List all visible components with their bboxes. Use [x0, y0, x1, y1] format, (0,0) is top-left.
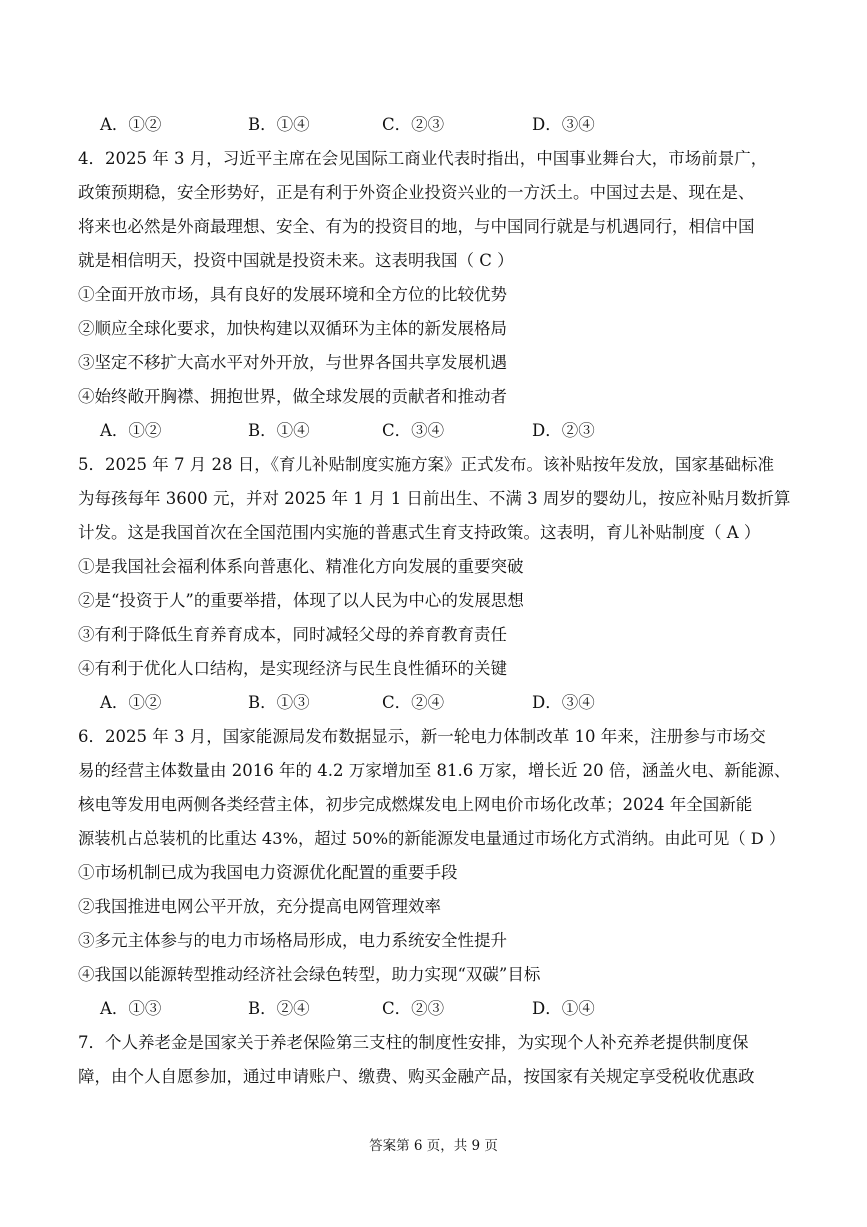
- q7-stem-line: 7．个人养老金是国家关于养老保险第三支柱的制度性安排，为实现个人补充养老提供制度保: [78, 1033, 749, 1052]
- q6-stem-line: 源装机占总装机的比重达 43%，超过 50%的新能源发电量通过市场化方式消纳。由此可见（ D ）: [78, 829, 786, 848]
- q6-statement: ④我国以能源转型推动经济社会绿色转型，助力实现“双碳”目标: [78, 965, 541, 984]
- page-footer: 答案第 6 页，共 9 页: [369, 1138, 498, 1154]
- q7-stem-line: 障，由个人自愿参加，通过申请账户、缴费、购买金融产品，按国家有关规定享受税收优惠政: [78, 1067, 755, 1086]
- q4-statement: ④始终敞开胸襟、拥抱世界，做全球发展的贡献者和推动者: [78, 387, 507, 406]
- q4-stem-line: 将来也必然是外商最理想、安全、有为的投资目的地，与中国同行就是与机遇同行，相信中国: [78, 217, 755, 236]
- q5-option-c: C．②④: [382, 693, 445, 712]
- q6-option-c: C．②③: [382, 999, 445, 1018]
- q5-option-b: B．①③: [248, 693, 310, 712]
- q4-option-c: C．③④: [382, 421, 445, 440]
- q4-statement: ①全面开放市场，具有良好的发展环境和全方位的比较优势: [78, 285, 507, 304]
- q4-stem-line: 政策预期稳，安全形势好，正是有利于外资企业投资兴业的一方沃土。中国过去是、现在是、: [78, 183, 755, 202]
- q5-statement: ②是“投资于人”的重要举措，体现了以人民为中心的发展思想: [78, 591, 524, 610]
- q6-options: [100, 999, 700, 1019]
- q6-statement: ①市场机制已成为我国电力资源优化配置的重要手段: [78, 863, 458, 882]
- q4-stem-line: 4．2025 年 3 月，习近平主席在会见国际工商业代表时指出，中国事业舞台大，市场前景广，: [78, 149, 768, 168]
- q6-option-b: B．②④: [248, 999, 310, 1018]
- q5-statement: ④有利于优化人口结构，是实现经济与民生良性循环的关键: [78, 659, 507, 678]
- q5-stem-line: 为每孩每年 3600 元，并对 2025 年 1 月 1 日前出生、不满 3 周岁的婴幼儿，按应补贴月数折算: [78, 489, 791, 508]
- q6-option-a: A．①③: [100, 999, 162, 1018]
- q3-options: [100, 115, 700, 135]
- q3-option-b: B．①④: [248, 115, 310, 134]
- q4-options: [100, 421, 700, 441]
- q5-options: [100, 693, 700, 713]
- q3-option-a: A．①②: [100, 115, 162, 134]
- q6-stem-line: 易的经营主体数量由 2016 年的 4.2 万家增加至 81.6 万家，增长近 20 倍，涵盖火电、新能源、: [78, 761, 791, 780]
- q6-statement: ②我国推进电网公平开放，充分提高电网管理效率: [78, 897, 441, 916]
- q6-option-d: D．①④: [532, 999, 595, 1018]
- q6-statement: ③多元主体参与的电力市场格局形成，电力系统安全性提升: [78, 931, 507, 950]
- q4-statement: ②顺应全球化要求，加快构建以双循环为主体的新发展格局: [78, 319, 507, 338]
- q5-statement: ③有利于降低生育养育成本，同时减轻父母的养育教育责任: [78, 625, 507, 644]
- q4-option-b: B．①④: [248, 421, 310, 440]
- q3-option-c: C．②③: [382, 115, 445, 134]
- q4-option-a: A．①②: [100, 421, 162, 440]
- q5-statement: ①是我国社会福利体系向普惠化、精准化方向发展的重要突破: [78, 557, 524, 576]
- q6-stem-line: 6．2025 年 3 月，国家能源局发布数据显示，新一轮电力体制改革 10 年来，注册参与市场交: [78, 727, 766, 746]
- q4-statement: ③坚定不移扩大高水平对外开放，与世界各国共享发展机遇: [78, 353, 507, 372]
- q3-option-d: D．③④: [532, 115, 595, 134]
- q5-stem-line: 5．2025 年 7 月 28 日，《育儿补贴制度实施方案》正式发布。该补贴按年发放，国家基础标准: [78, 455, 774, 474]
- q5-option-d: D．③④: [532, 693, 595, 712]
- q4-option-d: D．②③: [532, 421, 595, 440]
- q6-stem-line: 核电等发用电两侧各类经营主体，初步完成燃煤发电上网电价市场化改革；2024 年全国新能: [78, 795, 753, 814]
- q4-stem-line: 就是相信明天，投资中国就是投资未来。这表明我国（ C ）: [78, 251, 514, 270]
- q5-stem-line: 计发。这是我国首次在全国范围内实施的普惠式生育支持政策。这表明，育儿补贴制度（ A ）: [78, 523, 761, 542]
- q5-option-a: A．①②: [100, 693, 162, 712]
